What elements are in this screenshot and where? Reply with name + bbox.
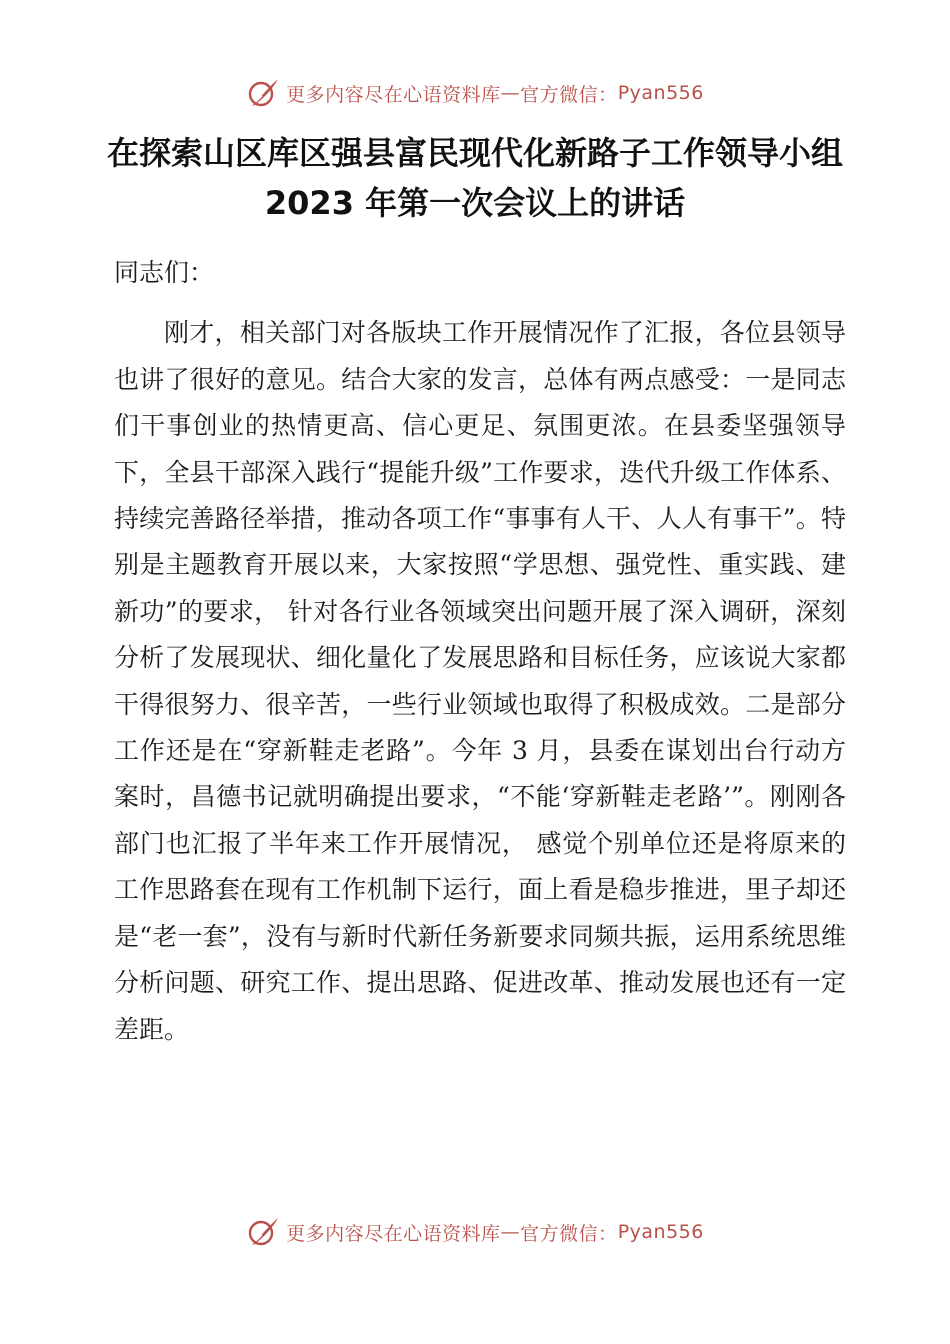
banner-separator: — <box>500 82 521 104</box>
body-paragraph: 刚才，相关部门对各版块工作开展情况作了汇报，各位县领导也讲了很好的意见。结合大家的发言，总体有两点感受：一是同志们干事创业的热情更高、信心更足、氛围更浓。在县委坚强领导下，全县干部深入践行“提能升级”工作要求，迭代升级工作体系、持续完善路径举措，推动各项工作“事事有人干、人人有事干”。特别是主题教育开展以来，大家按照“学思想、强党性、重实践、建新功”的要求， 针对各行业各领域突出问题开展了深入调研，深刻分析了发展现状、细化量化了发展思路和目标任务，应该说大家都干得很努力、很辛苦，一些行业领域也取得了积极成效。二是部分工作还是在“穿新鞋走老路”。今年 3 月，县委在谋划出台行动方案时，昌德书记就明确提出要求，“不能‘穿新鞋走老路’”。刚刚各部门也汇报了半年来工作开展情况， 感觉个别单位还是将原来的工作思路套在现有工作机制下运行，面上看是稳步推进，里子却还是“老一套”，没有与新时代新任务新要求同频共振，运用系统思维分析问题、研究工作、提出思路、促进改革、推动发展也还有一定差距。 <box>114 318 846 1044</box>
quill-logo-icon <box>246 1215 280 1249</box>
salutation: 同志们： <box>114 258 215 287</box>
banner-separator: — <box>500 1221 521 1243</box>
document-title: 在探索山区库区强县富民现代化新路子工作领导小组 2023 年第一次会议上的讲话 <box>106 134 843 222</box>
banner-text: 更多内容尽在心语资料库 <box>286 83 501 106</box>
footer-banner <box>0 1215 950 1249</box>
banner-wechat-id: Pyan556 <box>617 1221 704 1243</box>
banner-text: 更多内容尽在心语资料库 <box>286 1222 501 1245</box>
banner-wechat-label: 官方微信： <box>520 83 618 106</box>
document-body <box>114 250 846 1053</box>
banner-wechat-label: 官方微信： <box>520 1222 618 1245</box>
quill-logo-icon <box>246 76 280 110</box>
banner-wechat-id: Pyan556 <box>617 82 704 104</box>
header-banner <box>0 76 950 110</box>
